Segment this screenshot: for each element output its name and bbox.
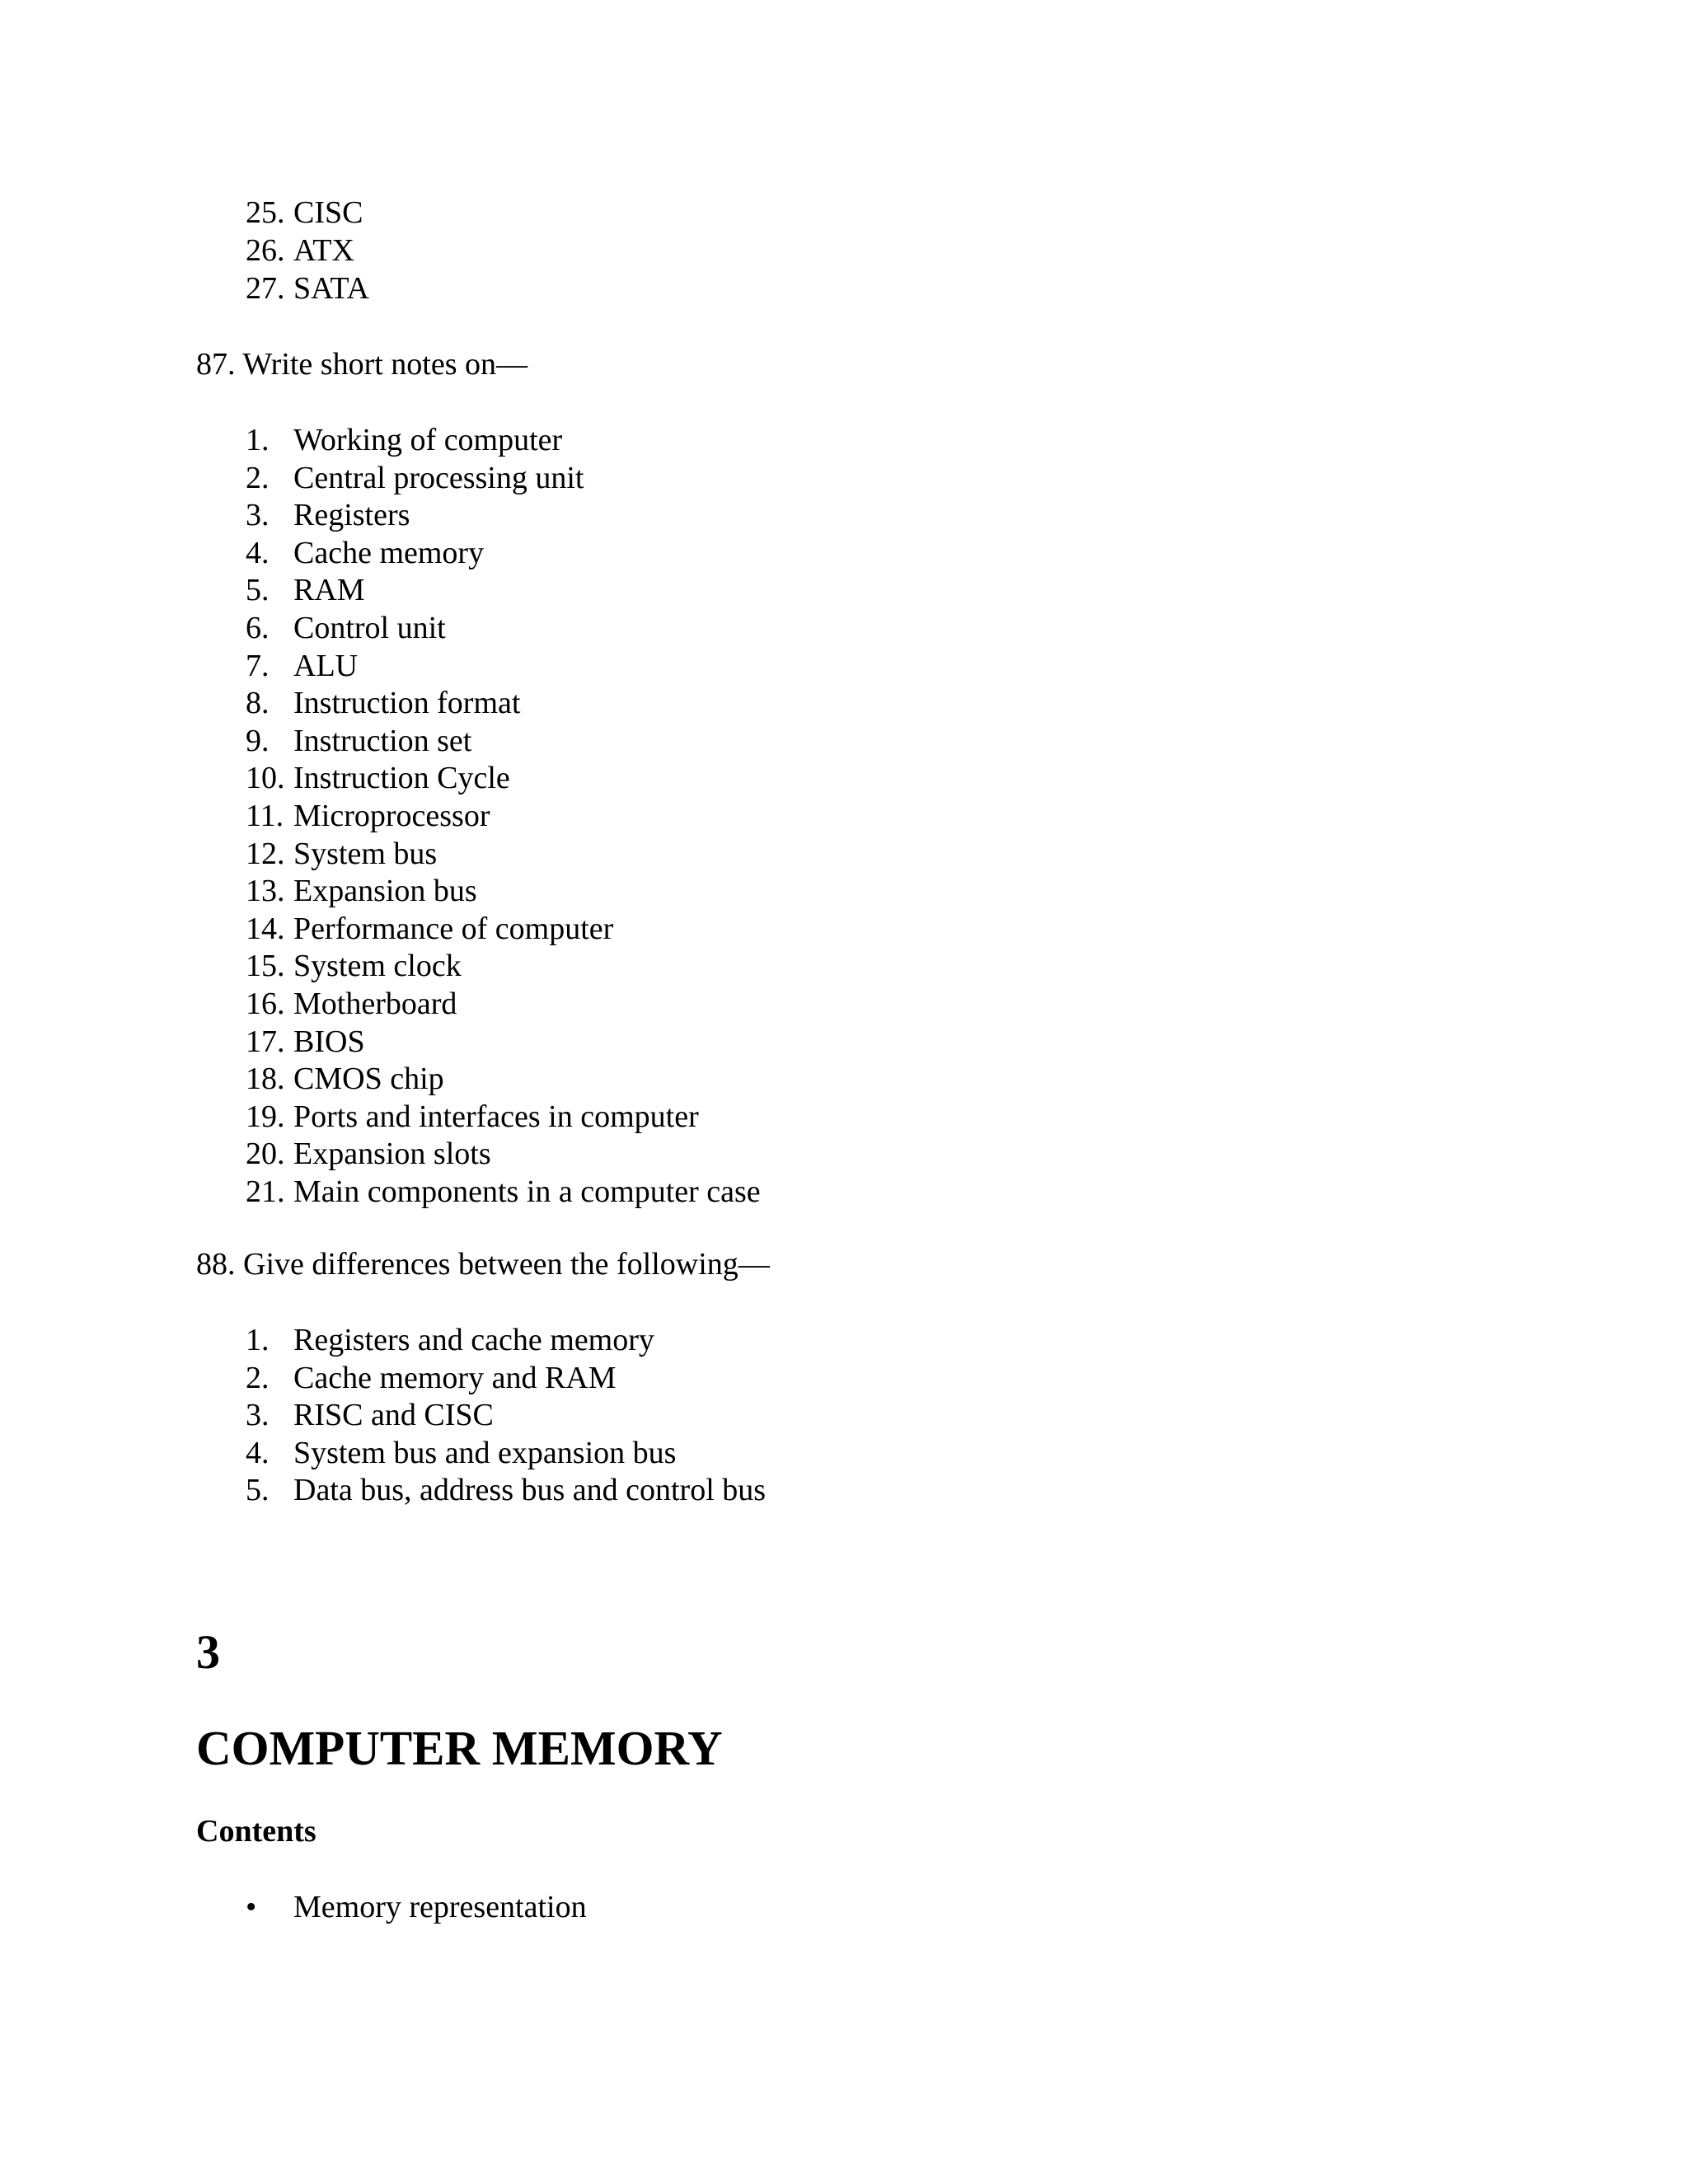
- question-87-title: 87. Write short notes on—: [196, 347, 528, 382]
- list-item-number: 18.: [246, 1062, 285, 1097]
- list-item-text: CISC: [293, 195, 363, 230]
- list-item-text: RAM: [293, 573, 365, 608]
- list-item-text: Central processing unit: [293, 460, 584, 495]
- list-item-number: 1.: [246, 423, 270, 457]
- list-item-number: 4.: [246, 1435, 270, 1470]
- list-item-number: 4.: [246, 535, 270, 570]
- list-item-text: CMOS chip: [293, 1062, 444, 1097]
- list-item-number: 12.: [246, 836, 285, 871]
- list-item-text: Control unit: [293, 611, 446, 645]
- list-item-text: Registers: [293, 498, 410, 533]
- list-item-text: Instruction Cycle: [293, 761, 510, 796]
- list-item-text: System bus and expansion bus: [293, 1435, 677, 1470]
- contents-heading: Contents: [196, 1814, 316, 1849]
- list-item-number: 5.: [246, 573, 270, 608]
- list-item-text: Performance of computer: [293, 911, 614, 946]
- list-item-number: 16.: [246, 987, 285, 1021]
- chapter-title: COMPUTER MEMORY: [196, 1721, 723, 1775]
- list-item-number: 13.: [246, 874, 285, 909]
- list-item-number: 6.: [246, 611, 270, 645]
- list-item-text: Main components in a computer case: [293, 1174, 761, 1209]
- list-item-number: 17.: [246, 1024, 285, 1059]
- list-item-number: 19.: [246, 1099, 285, 1134]
- list-item-number: 2.: [246, 1360, 270, 1395]
- bullet-icon: •: [246, 1890, 257, 1924]
- list-item-number: 25.: [246, 195, 285, 230]
- list-item-text: BIOS: [293, 1024, 365, 1059]
- list-item-text: Expansion slots: [293, 1137, 491, 1172]
- list-item-number: 10.: [246, 761, 285, 796]
- list-item-number: 14.: [246, 911, 285, 946]
- contents-item-text: Memory representation: [293, 1890, 587, 1924]
- list-item-number: 3.: [246, 498, 270, 533]
- list-item-text: Instruction set: [293, 723, 472, 758]
- list-item-text: Data bus, address bus and control bus: [293, 1473, 767, 1508]
- question-88-title: 88. Give differences between the following—: [196, 1247, 770, 1282]
- list-item-number: 20.: [246, 1137, 285, 1172]
- list-item-text: System bus: [293, 836, 438, 871]
- list-item-text: Ports and interfaces in computer: [293, 1099, 699, 1134]
- list-item-text: Motherboard: [293, 987, 457, 1021]
- list-item-number: 3.: [246, 1398, 270, 1433]
- list-item-number: 5.: [246, 1473, 270, 1508]
- list-item-number: 7.: [246, 648, 270, 683]
- list-item-number: 15.: [246, 949, 285, 984]
- list-item-text: Working of computer: [293, 423, 563, 457]
- list-item-text: Expansion bus: [293, 874, 477, 909]
- list-item-text: RISC and CISC: [293, 1398, 494, 1433]
- chapter-number: 3: [196, 1625, 220, 1679]
- list-item-text: Microprocessor: [293, 799, 490, 833]
- list-item-text: Registers and cache memory: [293, 1323, 654, 1357]
- list-item-number: 21.: [246, 1174, 285, 1209]
- list-item-text: ATX: [293, 233, 354, 268]
- list-item-number: 1.: [246, 1323, 270, 1357]
- list-item-number: 8.: [246, 686, 270, 721]
- list-item-number: 11.: [246, 799, 284, 833]
- list-item-text: System clock: [293, 949, 462, 984]
- list-item-text: SATA: [293, 271, 369, 306]
- list-item-text: Cache memory: [293, 535, 485, 570]
- list-item-text: ALU: [293, 648, 359, 683]
- list-item-number: 26.: [246, 233, 285, 268]
- list-item-number: 9.: [246, 723, 270, 758]
- list-item-number: 27.: [246, 271, 285, 306]
- list-item-text: Cache memory and RAM: [293, 1360, 617, 1395]
- list-item-number: 2.: [246, 460, 270, 495]
- list-item-text: Instruction format: [293, 686, 521, 721]
